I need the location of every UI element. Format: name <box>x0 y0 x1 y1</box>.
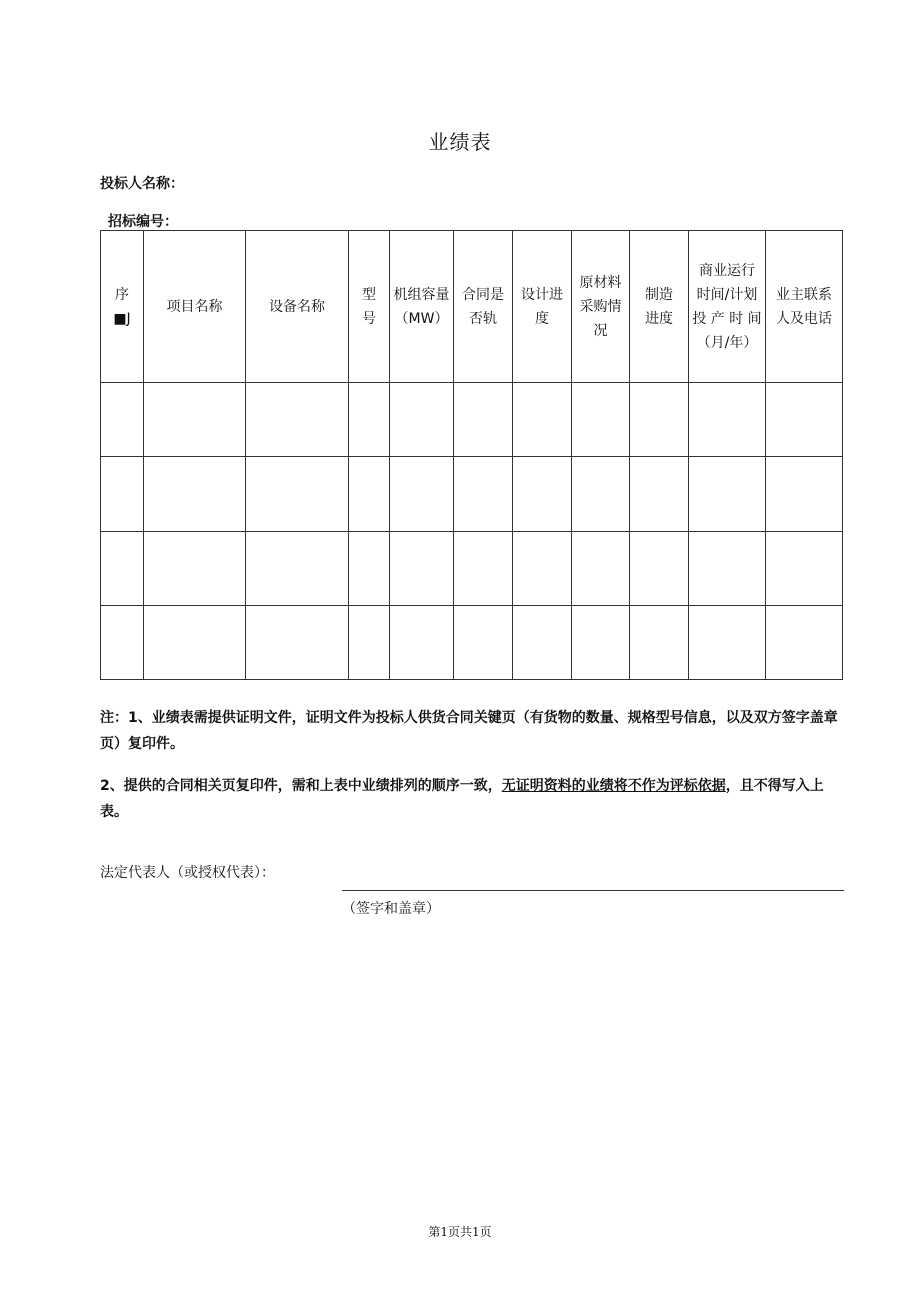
page-footer: 第1页共1页 <box>428 1225 492 1239</box>
note-2-part-3: ，且不得写入上表。 <box>100 778 824 820</box>
header-cell <box>246 231 349 383</box>
tender-number-label: 招标编号： <box>108 214 178 230</box>
table-cell[interactable] <box>390 605 454 679</box>
table-header-row <box>101 231 843 383</box>
header-text-contract: 合同是 否轨 <box>462 286 504 327</box>
header-text-equipment: 设备名称 <box>269 298 325 315</box>
table-cell[interactable] <box>454 531 513 605</box>
table-cell[interactable] <box>349 457 390 531</box>
table-cell[interactable] <box>513 605 572 679</box>
table-cell[interactable] <box>513 383 572 457</box>
table-cell[interactable] <box>689 457 766 531</box>
note-2 <box>100 773 842 825</box>
bidder-name-label: 投标人名称： <box>100 176 184 192</box>
table-cell[interactable] <box>572 605 630 679</box>
header-cell <box>689 231 766 383</box>
table-cell[interactable] <box>454 457 513 531</box>
table-cell[interactable] <box>513 531 572 605</box>
header-cell <box>101 231 144 383</box>
table-cell[interactable] <box>513 457 572 531</box>
table-cell[interactable] <box>454 605 513 679</box>
table-cell[interactable] <box>390 531 454 605</box>
header-cell <box>349 231 390 383</box>
header-cell <box>454 231 513 383</box>
table-cell[interactable] <box>101 605 144 679</box>
table-cell[interactable] <box>349 605 390 679</box>
header-text-project: 项目名称 <box>166 298 223 315</box>
table-row <box>101 605 843 679</box>
table-cell[interactable] <box>572 457 630 531</box>
table-row <box>101 457 843 531</box>
header-text-owner-contact: 业主联系 人及电话 <box>776 286 832 327</box>
header-cell <box>630 231 689 383</box>
header-cell <box>144 231 246 383</box>
header-cell <box>572 231 630 383</box>
header-text-capacity: 机组容量 （MW） <box>393 286 450 327</box>
table-row <box>101 531 843 605</box>
table-cell[interactable] <box>101 531 144 605</box>
header-cell <box>513 231 572 383</box>
table-cell[interactable] <box>766 605 843 679</box>
signature-caption: （签字和盖章） <box>342 901 440 917</box>
table-cell[interactable] <box>246 531 349 605</box>
table-cell[interactable] <box>572 531 630 605</box>
table-cell[interactable] <box>630 383 689 457</box>
header-cell <box>390 231 454 383</box>
table-cell[interactable] <box>144 605 246 679</box>
table-cell[interactable] <box>766 531 843 605</box>
note-1: 注：1、业绩表需提供证明文件，证明文件为投标人供货合同关键页（有货物的数量、规格型号信息，以及双方签字盖章页）复印件。 <box>100 710 838 752</box>
table-cell[interactable] <box>246 383 349 457</box>
table-cell[interactable] <box>766 383 843 457</box>
table-cell[interactable] <box>144 531 246 605</box>
note-2-underlined: 无证明资料的业绩将不作为评标依据 <box>501 778 726 794</box>
table-cell[interactable] <box>390 457 454 531</box>
header-text-design: 设计进 度 <box>521 286 563 327</box>
table-cell[interactable] <box>144 457 246 531</box>
page-title: 业绩表 <box>428 130 492 154</box>
note-2-part-1: 2、提供的合同相关页复印件，需和上表中业绩排列的顺序一致， <box>100 778 502 794</box>
legal-representative-label: 法定代表人（或授权代表）： <box>100 865 275 881</box>
table-cell[interactable] <box>630 605 689 679</box>
table-cell[interactable] <box>144 383 246 457</box>
table-cell[interactable] <box>572 383 630 457</box>
table-cell[interactable] <box>689 531 766 605</box>
header-text-index: 序 ■J <box>113 286 131 327</box>
table-cell[interactable] <box>246 605 349 679</box>
table-row <box>101 383 843 457</box>
header-text-manufacturing: 制造 进度 <box>645 286 673 327</box>
table-cell[interactable] <box>349 531 390 605</box>
header-text-materials: 原材料 采购情 况 <box>579 274 622 339</box>
signature-line[interactable] <box>342 890 844 891</box>
table-cell[interactable] <box>689 605 766 679</box>
table-cell[interactable] <box>630 457 689 531</box>
header-text-operation-time: 商业运行 时间/计划 投 产 时 间 （月/年） <box>692 262 762 351</box>
table-cell[interactable] <box>689 383 766 457</box>
table-cell[interactable] <box>246 457 349 531</box>
header-text-model: 型 号 <box>362 286 376 327</box>
table-cell[interactable] <box>101 457 144 531</box>
performance-table <box>100 230 843 680</box>
table-cell[interactable] <box>454 383 513 457</box>
table-cell[interactable] <box>766 457 843 531</box>
table-cell[interactable] <box>390 383 454 457</box>
table-cell[interactable] <box>349 383 390 457</box>
table-cell[interactable] <box>101 383 144 457</box>
table-cell[interactable] <box>630 531 689 605</box>
header-cell <box>766 231 843 383</box>
